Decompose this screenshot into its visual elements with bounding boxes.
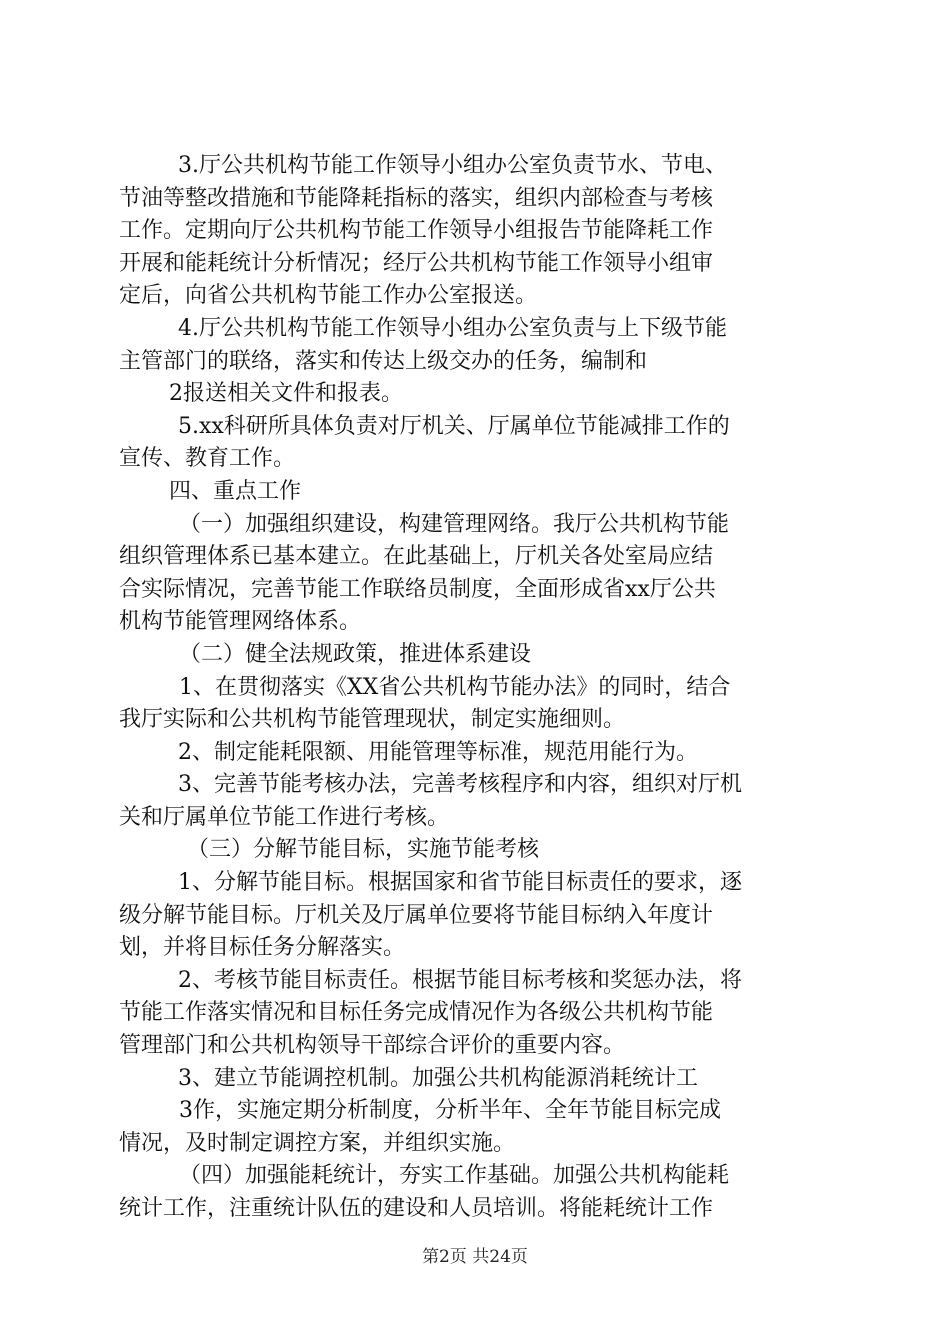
- paragraph-line: 2、考核节能目标责任。根据节能目标考核和奖惩办法，将: [178, 967, 742, 993]
- paragraph-line: 1、在贯彻落实《XX省公共机构节能办法》的同时，结合: [179, 674, 731, 700]
- paragraph-line: 2、制定能耗限额、用能管理等标准，规范用能行为。: [178, 739, 698, 765]
- paragraph-line: 3、建立节能调控机制。加强公共机构能源消耗统计工: [178, 1065, 698, 1091]
- paragraph-line: 定后，向省公共机构节能工作办公室报送。: [119, 283, 538, 309]
- paragraph-line: 1、分解节能目标。根据国家和省节能目标责任的要求，逐: [178, 870, 742, 896]
- paragraph-line: 开展和能耗统计分析情况；经厅公共机构节能工作领导小组审: [119, 250, 714, 276]
- paragraph-line: （一）加强组织建设，构建管理网络。我厅公共机构节能: [179, 511, 730, 537]
- paragraph-line: 合实际情况，完善节能工作联络员制度，全面形成省xx厅公共: [119, 576, 716, 602]
- paragraph-line: 情况，及时制定调控方案，并组织实施。: [119, 1130, 516, 1156]
- paragraph-line: 组织管理体系已基本建立。在此基础上，厅机关各处室局应结: [119, 544, 714, 570]
- paragraph-line: 3.厅公共机构节能工作领导小组办公室负责节水、节电、: [178, 153, 727, 178]
- paragraph-line: 管理部门和公共机构领导干部综合评价的重要内容。: [119, 1033, 626, 1059]
- paragraph-line: 2报送相关文件和报表。: [169, 381, 403, 407]
- paragraph-line: 机构节能管理网络体系。: [119, 609, 362, 635]
- paragraph-line: 3、完善节能考核办法，完善考核程序和内容，组织对厅机: [178, 772, 742, 798]
- paragraph-line: 主管部门的联络，落实和传达上级交办的任务，编制和: [119, 348, 648, 374]
- paragraph-line: 5.xx科研所具体负责对厅机关、厅属单位节能减排工作的: [178, 413, 730, 439]
- document-body: [119, 150, 834, 1226]
- paragraph-line: 关和厅属单位节能工作进行考核。: [119, 804, 450, 830]
- paragraph-line: 工作。定期向厅公共机构节能工作领导小组报告节能降耗工作: [119, 218, 714, 244]
- paragraph-line: （四）加强能耗统计，夯实工作基础。加强公共机构能耗: [179, 1163, 730, 1189]
- paragraph-line: 统计工作，注重统计队伍的建设和人员培训。将能耗统计工作: [119, 1196, 714, 1221]
- subsection-heading: （三）分解节能目标，实施节能考核: [187, 837, 540, 863]
- section-heading: 四、重点工作: [169, 478, 302, 504]
- paragraph-line: 4.厅公共机构节能工作领导小组办公室负责与上下级节能: [178, 315, 727, 341]
- paragraph-line: 节油等整改措施和节能降耗指标的落实，组织内部检查与考核: [119, 185, 714, 211]
- paragraph-line: 我厅实际和公共机构节能管理现状，制定实施细则。: [119, 707, 626, 733]
- paragraph-line: 节能工作落实情况和目标任务完成情况作为各级公共机构节能: [119, 1000, 714, 1026]
- paragraph-line: 划，并将目标任务分解落实。: [119, 935, 406, 961]
- paragraph-line: 宣传、教育工作。: [119, 446, 296, 472]
- page-number-footer: 第2页 共24页: [422, 1247, 528, 1267]
- paragraph-line: 3作，实施定期分析制度，分析半年、全年节能目标完成: [179, 1098, 721, 1124]
- subsection-heading: （二）健全法规政策，推进体系建设: [179, 641, 532, 667]
- paragraph-line: 级分解节能目标。厅机关及厅属单位要将节能目标纳入年度计: [119, 902, 714, 928]
